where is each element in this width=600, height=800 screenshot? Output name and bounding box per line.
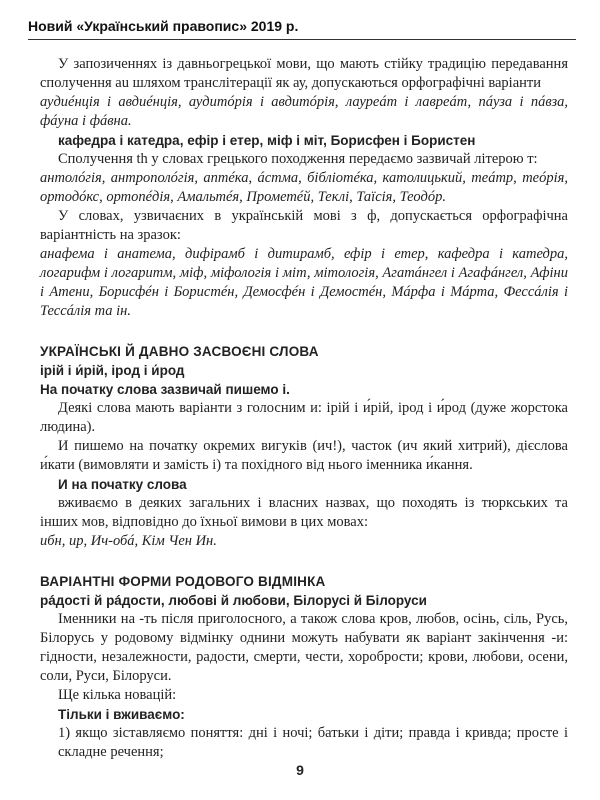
paragraph-more-innovations: Ще кілька новацій: (58, 687, 177, 703)
running-header: Новий «Український правопис» 2019 р. (28, 18, 576, 40)
th-paragraph: Сполучення th у словах грецького походження передаємо зазвичай літерою т: (58, 151, 538, 167)
example-th-words: антолóгія, антрополóгія, аптéка, áстма, бібліотéка, католицький, теáтр, теóрія, ортодóкс, ортопéдія, Амальтéя, Прометéй, Теклі, Таїсія, Теодóр. (40, 170, 568, 205)
paragraph-turkic-names: вживаємо в деяких загальних і власних назвах, що походять із тюркських та інших мов, відповідно до їхньої вимови в цих мовах: (40, 495, 568, 530)
section-subtitle-radosti: рáдості й рáдости, любові й любови, Білорусі й Білоруси (40, 593, 427, 608)
example-f-variants: анафема і анатема, дифірамб і дитирамб, ефір і етер, кафедра і катедра, логарифм і логаритм, міф, міфологія і міт, мітологія, Агатáнгел і Агафáнгел, Афіни і Атени, Борисфéн і Бористéн, Демосфéн і Демостéн, Мáрфа і Мáрта, Фессáлія і Тессáлія та ін. (40, 246, 568, 319)
paragraph-genitive-nouns: Іменники на -ть після приголосного, а також слова кров, любов, осінь, сіль, Русь, Білорусь у родовому відмінку однини можуть набувати як варіант закінчення -и: гідности, незалежности, радости, смерти, чести, хоробрости; крови, любови, осени, соли, Руси, Білоруси. (40, 611, 568, 684)
example-turkic-names: ибн, ир, Ич-обá, Кім Чен Ин. (40, 533, 217, 549)
paragraph-y-interjections: И пишемо на початку окремих вигуків (ич!), часток (ич який хитрий), дієслова и́кати (вимовляти и замість і) та похідного від нього іменника и́кання. (40, 438, 568, 473)
section-title-ukrainian-words: УКРАЇНСЬКІ Й ДАВНО ЗАСВОЄНІ СЛОВА (40, 344, 319, 359)
rule-initial-i: На початку слова зазвичай пишемо і. (40, 382, 290, 397)
rule-only-i: Тільки і вживаємо: (58, 707, 185, 722)
list-item-1: 1) якщо зіставляємо поняття: дні і ночі; батьки і діти; правда і кривда; просте і складне речення; (58, 725, 568, 760)
paragraph-variants-y: Деякі слова мають варіанти з голосним и: ірій і и́рій, ірод і и́род (дуже жорстока людина). (40, 400, 568, 435)
example-au-variants: аудиéнція і авдиéнція, аудитóрія і авдитóрія, лауреáт і лавреáт, пáуза і пáвза, фáуна і фáвна. (40, 94, 568, 129)
example-bold-variants: кафедра і катедра, ефір і етер, міф і міт, Борисфен і Бористен (58, 133, 476, 148)
section-title-genitive: ВАРІАНТНІ ФОРМИ РОДОВОГО ВІДМІНКА (40, 574, 326, 589)
page-content (40, 55, 568, 762)
intro-paragraph: У запозиченнях із давньогрецької мови, що мають стійку традицію передавання сполучення au шляхом транслітерації як ау, допускаються орфографічні варіанти (40, 56, 568, 91)
section-subtitle-irij: ірій і и́рій, ірод і и́род (40, 363, 185, 378)
page-number: 9 (296, 762, 304, 778)
f-paragraph: У словах, узвичаєних в українській мові з ф, допускається орфографічна варіантність на зразок: (40, 208, 568, 243)
rule-initial-y: И на початку слова (58, 477, 187, 492)
